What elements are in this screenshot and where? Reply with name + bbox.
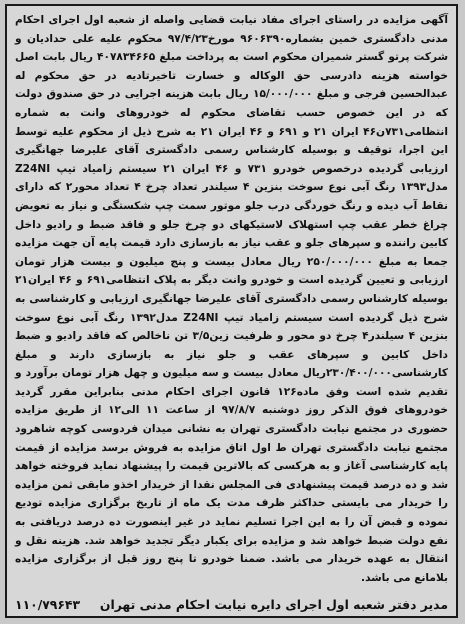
notice-footer: [15, 597, 448, 612]
notice-reference-number: ۱۱۰/۷۹۶۴۳: [15, 597, 81, 612]
auction-notice: [5, 4, 458, 618]
notice-signature: مدیر دفتر شعبه اول اجرای دایره نیابت احکام مدنی تهران: [99, 597, 448, 612]
notice-body-text: آگهی مزایده در راستای اجرای مفاد نیابت قضایی واصله از شعبه اول اجرای احکام مدنی دادگستری خمین بشماره۹۶۰۶۳۹۰ مورخ۹۷/۴/۲۳ محکوم علیه علی حدادیان و شرکت پرتو گستر شمیران محکوم است به پرداخت مبلغ ۴۰۷۸۳۴۶۶۵ ریال بابت اصل خواسته هزینه دادرسی حق الوکاله و خسارت تاخیرتادیه در حق محکوم له عبدالحسین فرجی و مبلغ ۱۵/۰۰۰/۰۰۰ ریال بابت هزینه اجرایی در حق صندوق دولت که در این خصوص حسب تقاضای محکوم له خودروهای وانت به شماره انتظامی۷۳۱ن۴۶ ایران ۲۱ و ۶۹۱ و ۴۶ ایران ۲۱ به شرح ذیل از محکوم علیه توسط این اجرا، توقیف و بوسیله کارشناس رسمی دادگستری آقای علیرضا جهانگیری ارزیابی گردیده درخصوص خودرو ۷۳۱ و ۴۶ ایران ۲۱ سیستم زامیاد تیپ Z24NI مدل۱۳۹۳ رنگ آبی نوع سوخت بنزین ۴ سیلندر تعداد چرخ ۴ تعداد محور۲ که دارای نقاط آب دیده و رنگ خوردگی درب جلو موتور سمت چپ شکستگی و نیاز به تعویض چراغ خطر عقب چپ استهلاک لاستیکهای دو چرخ جلو و فاقد ضبط و رادیو داخل کابین راننده و سپرهای جلو و عقب نیاز به بازسازی دارد قیمت پایه آن جهت مزایده جمعا به مبلغ ۲۵۰/۰۰۰/۰۰۰ ریال معادل بیست و پنج میلیون و بیست هزار تومان ارزیابی و تعیین گردیده است و خودرو وانت دیگر به پلاک انتظامی۶۹۱ و ۴۶ ایران۲۱ بوسیله کارشناس رسمی دادگستری آقای علیرضا جهانگیری ارزیابی و کارشناسی به شرح ذیل گردیده است سیستم زامیاد تیپ Z24NI مدل۱۳۹۲ رنگ آبی نوع سوخت بنزین ۴ سیلندر۴ چرخ دو محور و ظرفیت زین۳/۵ تن ناخالص که فاقد رادیو و ضبط داخل کابین و سپرهای عقب و جلو نیاز به بازسازی دارند و مبلغ کارشناسی۲۳۰/۴۰۰/۰۰۰ریال معادل بیست و سه میلیون و چهل هزار تومان برآورد و تقدیم شده است وفق ماده۱۲۶ قانون اجرای احکام مدنی بنابراین مقرر گردید خودروهای فوق الذکر روز دوشنبه ۹۷/۸/۷ از ساعت ۱۱ الی۱۲ از طریق مزایده حضوری در مجتمع نیابت دادگستری تهران به نشانی میدان فردوسی کوچه شاهرود مجتمع نیابت دادگستری تهران ط اول اتاق مزایده به فروش برسد مزایده از قیمت پایه کارشناسی آغاز و به هرکسی که بالاترین قیمت را پیشنهاد نماید فروخته خواهد شد و ده درصد قیمت پیشنهادی فی المجلس نقدا از خریدار اخذو مابقی ثمن مزایده را خریدار می بایستی حداکثر ظرف مدت یک ماه از تاریخ برگزاری مزایده تودیع نموده و قبض آن را به این اجرا تسلیم نماید در غیر اینصورت ده درصد دریافتی به نفع دولت ضبط خواهد شد و مزایده برای یکبار دیگر تجدید خواهد شد. هزینه نقل و انتقال به عهده خریدار می باشد. ضمنا خودرو تا پنج روز قبل از برگزاری مزایده بلامانع می باشد.: [15, 14, 449, 584]
